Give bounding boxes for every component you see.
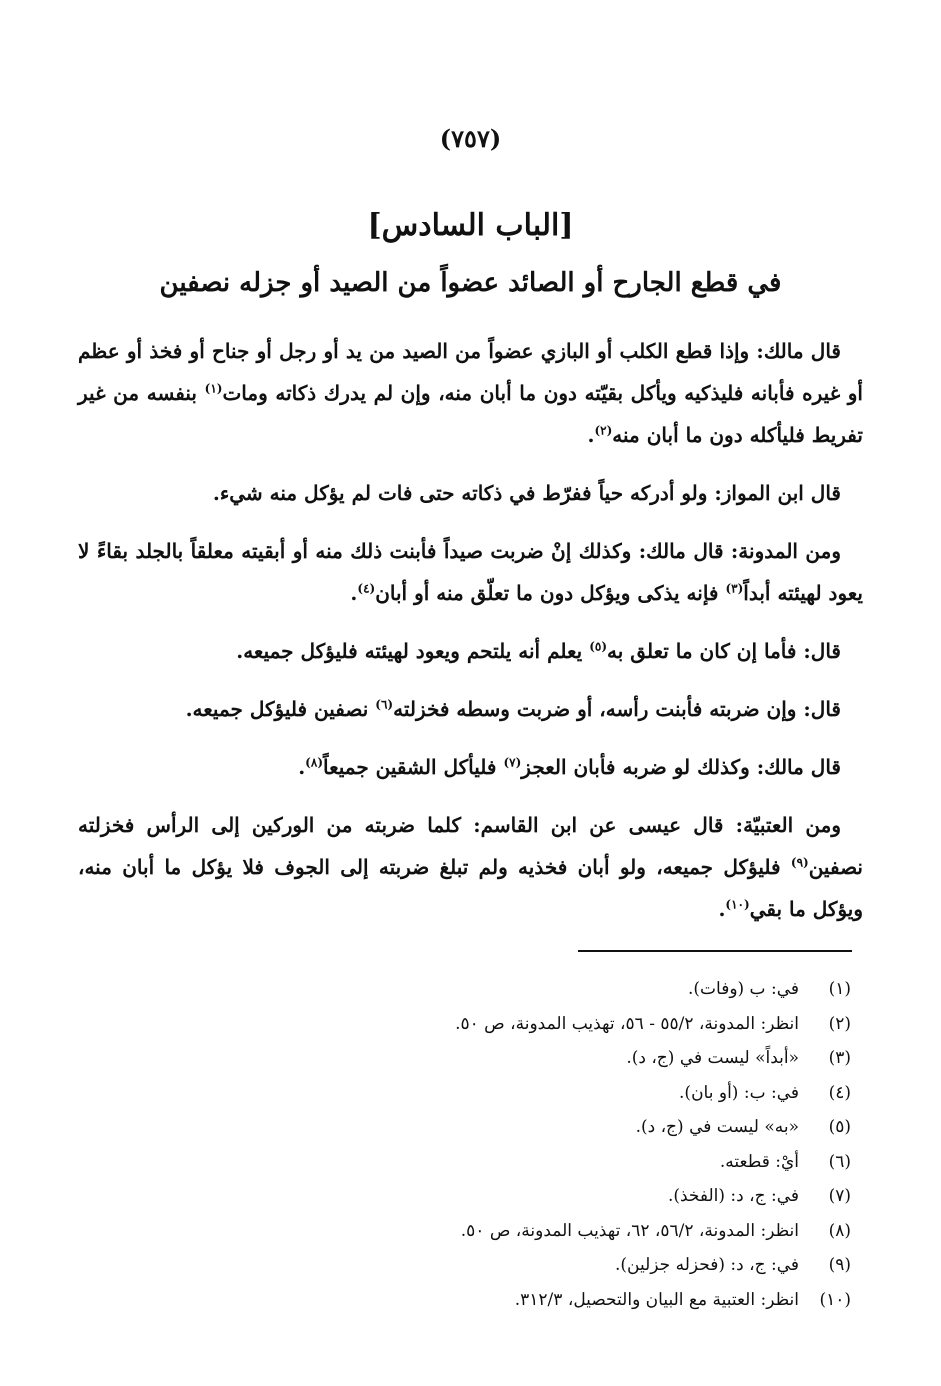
footnote-ref: (٢) [594, 423, 613, 438]
paragraph-text: فليأكل الشقين جميعاً [323, 755, 504, 779]
footnote-ref: (٧) [503, 755, 522, 770]
footnote-text: «به» ليست في (ج، د). [635, 1117, 799, 1137]
footnote [151, 972, 851, 1007]
paragraph-text: قال ابن المواز: ولو أدركه حياً ففرّط في ذكاته حتى فات لم يؤكل منه شيء. [212, 481, 841, 505]
footnote [151, 1283, 851, 1318]
paragraph-text: . [350, 581, 358, 605]
paragraph [78, 630, 863, 672]
footnote [151, 1248, 851, 1283]
paragraph [78, 530, 863, 614]
footnote [151, 1179, 851, 1214]
footnote-ref: (٩) [790, 855, 809, 870]
paragraph-text: . [718, 897, 726, 921]
footnote-number: (٩) [828, 1255, 851, 1275]
paragraph-text: بنفسه من غير تفريط فليأكله دون ما أبان منه [78, 381, 863, 447]
footnote-number: (٧) [828, 1186, 851, 1206]
footnote-ref: (١٠) [725, 897, 750, 912]
footnote-text: انظر: المدونة، ٥٦/٢، ٦٢، تهذيب المدونة، ص ٥٠. [460, 1220, 799, 1241]
footnote-text: انظر: المدونة، ٥٥/٢ - ٥٦، تهذيب المدونة، ص ٥٠. [455, 1013, 799, 1034]
footnote-divider [578, 950, 852, 952]
footnote [151, 1110, 851, 1145]
footnote-number: (٢) [828, 1013, 851, 1034]
paragraph [78, 804, 863, 930]
main-text [78, 330, 863, 946]
footnote-ref: (٦) [375, 697, 394, 712]
footnote-text: أيْ: قطعته. [719, 1151, 799, 1172]
chapter-subtitle: في قطع الجارح أو الصائد عضواً من الصيد أو جزله نصفين [159, 268, 782, 298]
chapter-title: [الباب السادس] [367, 208, 574, 243]
footnote [151, 1041, 851, 1076]
paragraph [78, 746, 863, 788]
paragraph-text: قال: فأما إن كان ما تعلق به [607, 639, 841, 663]
footnote-number: (٥) [828, 1117, 851, 1137]
footnote-number: (١٠) [819, 1289, 851, 1310]
footnote-ref: (٣) [725, 581, 744, 596]
paragraph-text: قال مالك: وإذا قطع الكلب أو البازي عضواً من الصيد من يد أو رجل أو جناح أو فخذ أو عظم أو غيره فأبانه فليذكيه ويأكل بقيّته دون ما أبان منه، وإن لم يدرك ذكاته ومات [78, 339, 863, 405]
footnote-ref: (٥) [589, 639, 608, 654]
paragraph [78, 472, 863, 514]
paragraph [78, 330, 863, 456]
footnote-text: «أبداً» ليست في (ج، د). [626, 1048, 799, 1068]
footnote-ref: (١) [204, 381, 223, 396]
paragraph-text: . [587, 423, 595, 447]
paragraph-text: . [298, 755, 306, 779]
footnote-ref: (٨) [305, 755, 323, 770]
footnote-text: في: ب: (أو بان). [679, 1082, 799, 1103]
footnote-number: (١) [828, 979, 851, 999]
paragraph-text: قال مالك: وكذلك لو ضربه فأبان العجز [521, 755, 841, 779]
paragraph-text: فإنه يذكى ويؤكل دون ما تعلّق منه أو أبان [375, 581, 726, 605]
paragraph-text: ومن العتبيّة: قال عيسى عن ابن القاسم: كلما ضربته من الوركين إلى الرأس فخزلته نصفين [78, 813, 863, 879]
footnote [151, 1145, 851, 1180]
paragraph-text: قال: وإن ضربته فأبنت رأسه، أو ضربت وسطه فخزلته [393, 697, 841, 721]
paragraph-text: يعلم أنه يلتحم ويعود لهيئته فليؤكل جميعه. [236, 639, 590, 663]
footnote-number: (٨) [828, 1220, 851, 1241]
paragraph-text: فليؤكل جميعه، ولو أبان فخذيه ولم تبلغ ضربته إلى الجوف فلا يؤكل ما أبان منه، ويؤكل ما بقي [78, 855, 863, 921]
paragraph-text: نصفين فليؤكل جميعه. [185, 697, 376, 721]
footnote-text: في: ج، د: (فحزله جزلين). [615, 1255, 799, 1275]
paragraph-text: ومن المدونة: قال مالك: وكذلك إنْ ضربت صيداً فأبنت ذلك منه أو أبقيته معلقاً بالجلد بقاءً لا يعود لهيئته أبداً [78, 539, 863, 605]
footnote-text: انظر: العتبية مع البيان والتحصيل، ٣١٢/٣. [514, 1289, 799, 1310]
footnote-number: (٤) [828, 1082, 851, 1103]
page-number: (٧٥٧) [439, 124, 502, 153]
footnote-number: (٣) [828, 1048, 851, 1068]
footnote-ref: (٤) [357, 581, 376, 596]
paragraph [78, 688, 863, 730]
footnote-text: في: ب (وفات). [687, 979, 799, 999]
footnote [151, 1076, 851, 1111]
footnote-number: (٦) [828, 1151, 851, 1172]
footnote [151, 1007, 851, 1042]
footnotes [151, 972, 851, 1317]
footnote [151, 1214, 851, 1249]
footnote-text: في: ج، د: (الفخذ). [667, 1186, 799, 1206]
